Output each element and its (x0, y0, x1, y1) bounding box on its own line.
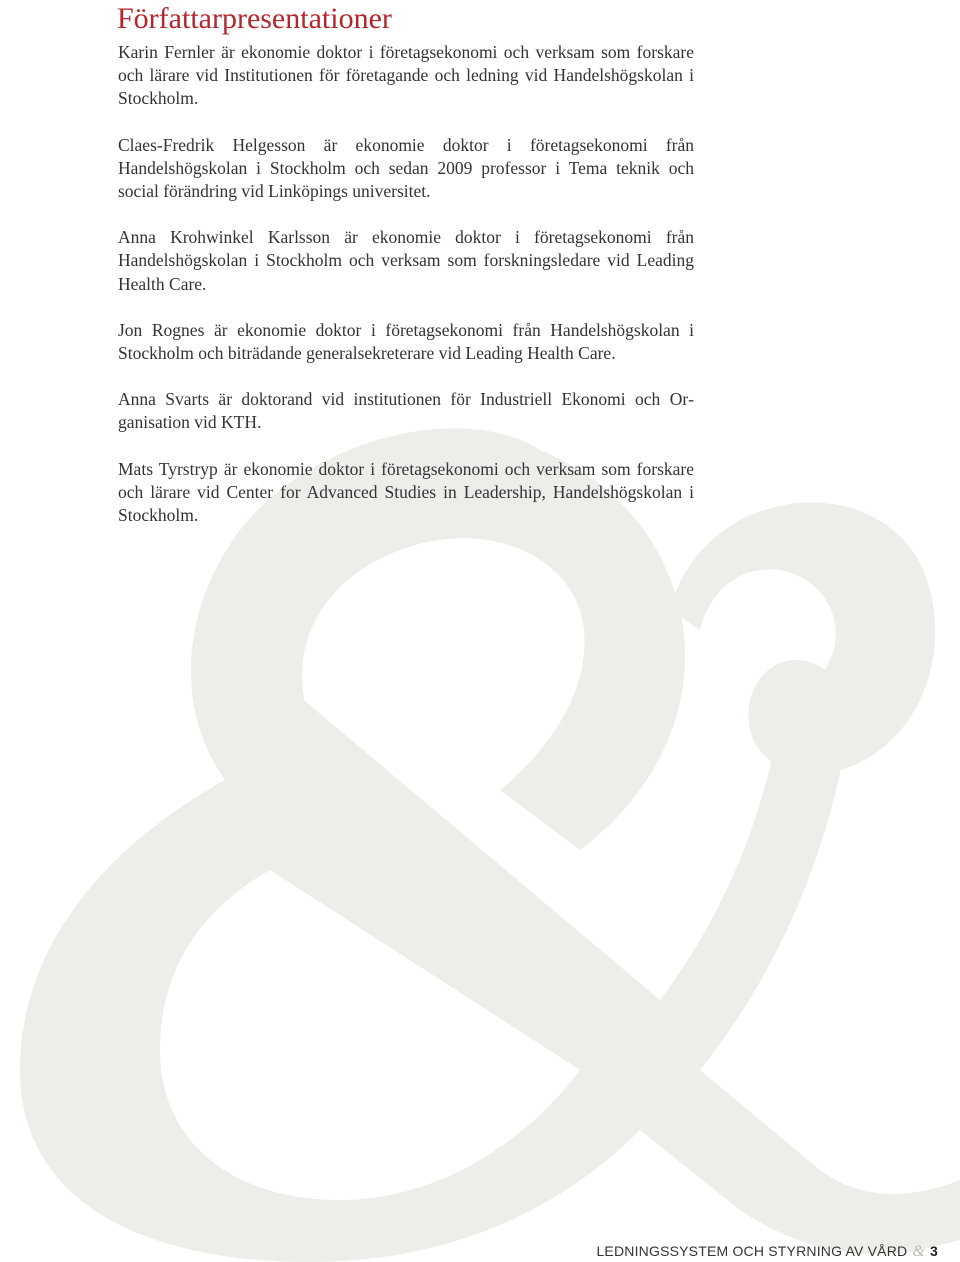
bio-karin-fernler: Karin Fernler är ekonomie doktor i företagsekonomi och verksam som forskare och lärare vid Institutionen för företagande och ledning vid Handelshögskolan i Stockholm. (118, 42, 694, 109)
bio-anna-krohwinkel-karlsson: Anna Krohwinkel Karlsson är ekonomie doktor i företagsekonomi från Handelshögskolan i Stockholm och verksam som forskningsledare vid Leading Health Care. (118, 227, 694, 294)
bio-claes-fredrik-helgesson: Claes-Fredrik Helgesson är ekonomie doktor i företagsekonomi från Handelshögskolan i Stockholm och sedan 2009 professor i Tema teknik och social förändring vid Linköpings universitet. (118, 134, 694, 202)
page-footer (596, 1243, 938, 1261)
footer-title: LEDNINGSSYSTEM OCH STYRNING AV VÅRD (596, 1243, 908, 1259)
bio-jon-rognes: Jon Rognes är ekonomie doktor i företagsekonomi från Handelshögskolan i Stockholm och biträdande generalsekreterare vid Leading Health Care. (118, 319, 694, 364)
bio-mats-tyrstryp: Mats Tyrstryp är ekonomie doktor i företagsekonomi och verksam som forskare och lärare vid Center for Advanced Studies in Leadership, Handelshögskolan i Stockholm. (118, 458, 694, 526)
bio-anna-svarts: Anna Svarts är doktorand vid institutionen för Industriell Ekonomi och Organisation vid KTH. (118, 389, 694, 433)
page-number: 3 (930, 1243, 938, 1259)
main-content (118, 0, 694, 550)
page-title: Författarpresentationer (117, 2, 392, 35)
footer-ampersand-icon: & (912, 1243, 925, 1260)
